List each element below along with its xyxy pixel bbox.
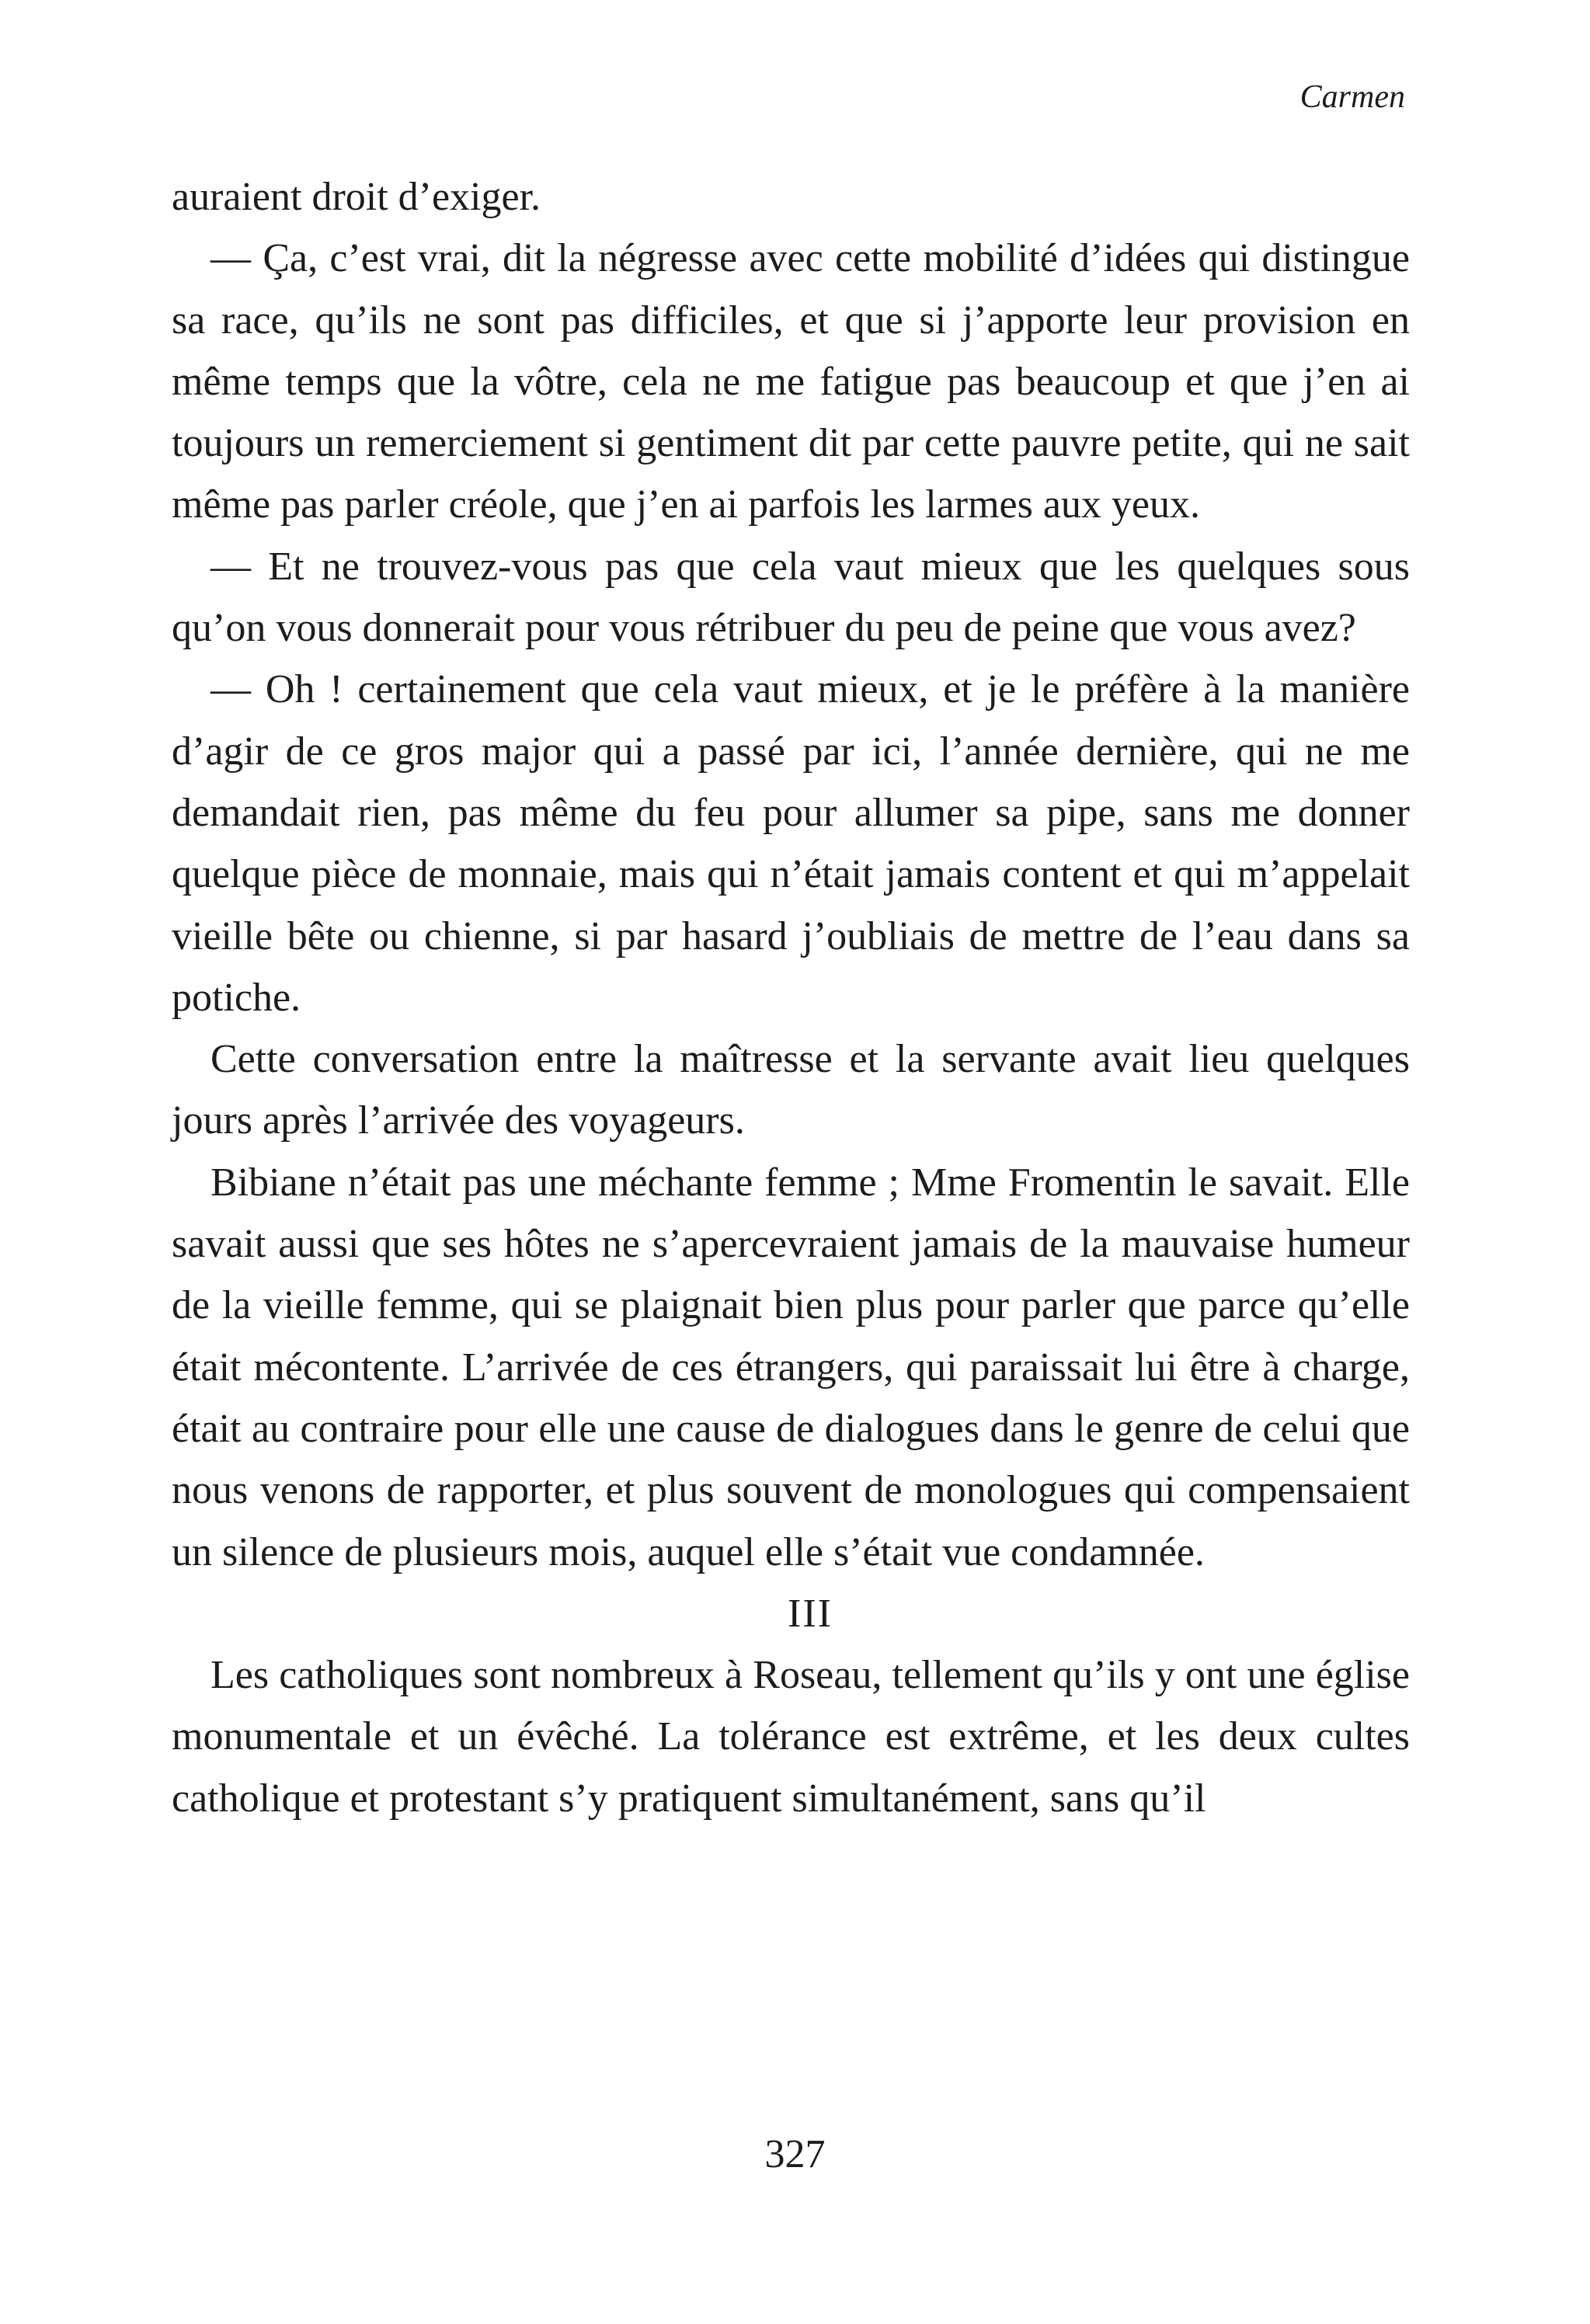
chapter-heading: III xyxy=(788,1591,833,1636)
paragraph: Bibiane n’était pas une méchante femme ; Mme Fromentin le savait. Elle savait aussi que ses hôtes ne s’apercevraient jamais de la mauvaise humeur de la vieille femme, qui se plaignait bien plus pour parler que parce qu’elle était mécontente. L’arrivée de ces étrangers, qui paraissait lui être à charge, était au contraire pour elle une cause de dialogues dans le genre de celui que nous venons de rapporter, et plus souvent de monologues qui compensaient un silence de plusieurs mois, auquel elle s’était vue condamnée. xyxy=(172,1160,1410,1574)
paragraph: Les catholiques sont nombreux à Roseau, tellement qu’ils y ont une église monumentale et un évêché. La tolérance est extrême, et les deux cultes catholique et protestant s’y pratiquent simultanément, sans qu’il xyxy=(172,1653,1410,1821)
running-head-title: Carmen xyxy=(1299,79,1405,115)
paragraph: — Et ne trouvez-vous pas que cela vaut mieux que les quelques sous qu’on vous donnerait pour vous rétribuer du peu de peine que vous avez? xyxy=(172,544,1410,651)
paragraph: — Oh ! certainement que cela vaut mieux, et je le préfère à la manière d’agir de ce gros major qui a passé par ici, l’année dernière, qui ne me demandait rien, pas même du feu pour allumer sa pipe, sans me donner quelque pièce de monnaie, mais qui n’était jamais content et qui m’appelait vieille bête ou chienne, si par hasard j’oubliais de mettre de l’eau dans sa potiche. xyxy=(172,667,1410,1020)
paragraph: — Ça, c’est vrai, dit la négresse avec cette mobilité d’idées qui distingue sa race, qu’ils ne sont pas difficiles, et que si j’apporte leur provision en même temps que la vôtre, cela ne me fatigue pas beaucoup et que j’en ai toujours un remerciement si gentiment dit par cette pauvre petite, qui ne sait même pas parler créole, que j’en ai parfois les larmes aux yeux. xyxy=(172,236,1410,527)
paragraph: auraient droit d’exiger. xyxy=(172,175,541,219)
paragraph: Cette conversation entre la maîtresse et la servante avait lieu quelques jours après l’arrivée des voyageurs. xyxy=(172,1037,1410,1143)
body-text xyxy=(172,166,1410,1829)
page-number: 327 xyxy=(764,2132,826,2176)
